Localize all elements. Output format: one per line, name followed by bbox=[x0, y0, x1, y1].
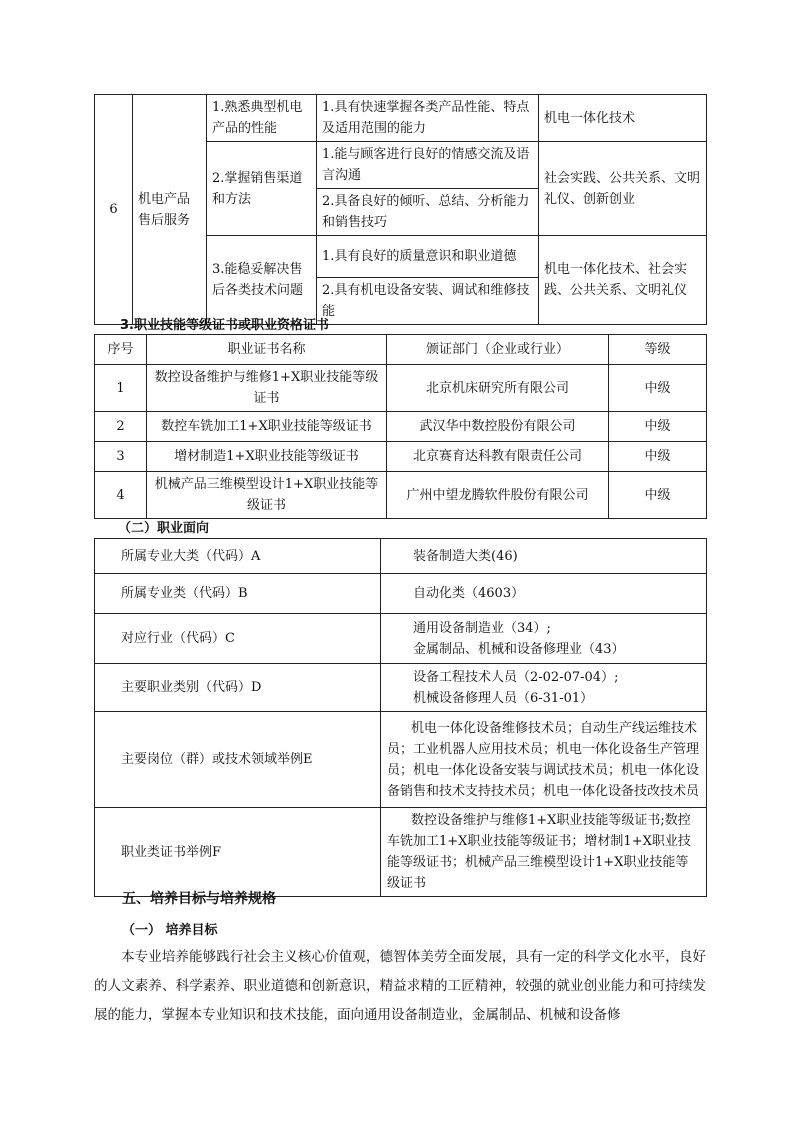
table-row bbox=[95, 614, 707, 664]
table-row bbox=[95, 412, 707, 442]
career-value bbox=[381, 664, 707, 712]
table-header: 等级 bbox=[609, 335, 707, 365]
cert-level: 中级 bbox=[609, 412, 707, 442]
career-value bbox=[381, 614, 707, 664]
task-table bbox=[94, 94, 707, 325]
cert-number: 3 bbox=[95, 442, 147, 472]
cert-number: 4 bbox=[95, 472, 147, 519]
course-cell: 社会实践、公共关系、文明礼仪、创新创业 bbox=[539, 142, 707, 236]
row-number: 6 bbox=[95, 95, 133, 325]
career-label: 所属专业大类（代码）A bbox=[95, 539, 381, 574]
cert-name: 增材制造1+X职业技能等级证书 bbox=[147, 442, 387, 472]
task-name: 机电产品售后服务 bbox=[133, 95, 207, 325]
subsection-title: （一） 培养目标 bbox=[122, 923, 218, 938]
cert-issuer: 北京机床研究所有限公司 bbox=[387, 365, 609, 412]
career-value-line: 通用设备制造业（34）; bbox=[413, 620, 551, 636]
table-header: 颁证部门（企业或行业） bbox=[387, 335, 609, 365]
table-row bbox=[95, 365, 707, 412]
body-paragraph bbox=[94, 943, 706, 1030]
table-row bbox=[95, 539, 707, 574]
career-value: 自动化类（4603） bbox=[381, 574, 707, 614]
table-row bbox=[95, 664, 707, 712]
certificate-table bbox=[94, 334, 707, 519]
cert-name: 数控车铣加工1+X职业技能等级证书 bbox=[147, 412, 387, 442]
cert-name: 机械产品三维模型设计1+X职业技能等级证书 bbox=[147, 472, 387, 519]
table-header: 职业证书名称 bbox=[147, 335, 387, 365]
table-row bbox=[95, 574, 707, 614]
table-row bbox=[95, 442, 707, 472]
career-value: 数控设备维护与维修1+X职业技能等级证书;数控车铣加工1+X职业技能等级证书；增材制1+X职业技能等级证书；机械产品三维模型设计1+X职业技能等级证书 bbox=[381, 808, 707, 897]
cert-issuer: 武汉华中数控股份有限公司 bbox=[387, 412, 609, 442]
career-label: 职业类证书举例F bbox=[95, 808, 381, 897]
section-title: 五、培养目标与培养规格 bbox=[122, 891, 276, 907]
table-row bbox=[95, 712, 707, 808]
ability-cell: 2.具有机电设备安装、调试和维修技能 bbox=[317, 278, 539, 325]
career-value-line: 金属制品、机械和设备修理业（43） bbox=[413, 641, 625, 657]
career-label: 所属专业类（代码）B bbox=[95, 574, 381, 614]
career-value: 装备制造大类(46) bbox=[381, 539, 707, 574]
cert-issuer: 北京赛育达科教有限责任公司 bbox=[387, 442, 609, 472]
career-value-line: 机械设备修理人员（6-31-01） bbox=[413, 690, 594, 706]
table-row bbox=[95, 472, 707, 519]
cert-number: 2 bbox=[95, 412, 147, 442]
course-cell: 机电一体化技术、社会实践、公共关系、文明礼仪 bbox=[539, 236, 707, 325]
cert-issuer: 广州中望龙腾软件股份有限公司 bbox=[387, 472, 609, 519]
cert-level: 中级 bbox=[609, 472, 707, 519]
cert-level: 中级 bbox=[609, 442, 707, 472]
career-label: 对应行业（代码）C bbox=[95, 614, 381, 664]
cert-name: 数控设备维护与维修1+X职业技能等级证书 bbox=[147, 365, 387, 412]
career-table bbox=[94, 538, 707, 897]
ability-cell: 1.具有良好的质量意识和职业道德 bbox=[317, 236, 539, 278]
cert-level: 中级 bbox=[609, 365, 707, 412]
cert-heading: 3.职业技能等级证书或职业资格证书 bbox=[120, 318, 329, 333]
career-label: 主要岗位（群）或技术领域举例E bbox=[95, 712, 381, 808]
skill-cell: 3.能稳妥解决售后各类技术问题 bbox=[207, 236, 317, 325]
career-value-line: 设备工程技术人员（2-02-07-04）; bbox=[413, 669, 619, 685]
career-value: 机电一体化设备维修技术员；自动生产线运维技术员；工业机器人应用技术员；机电一体化设备生产管理员；机电一体化设备安装与调试技术员；机电一体化设备销售和技术支持技术员；机电一体化设备技改技术员 bbox=[381, 712, 707, 808]
paragraph-text: 本专业培养能够践行社会主义核心价值观，德智体美劳全面发展，具有一定的科学文化水平，良好的人文素养、科学素养、职业道德和创新意识，精益求精的工匠精神，较强的就业创业能力和可持续发展的能力，掌握本专业知识和技术技能，面向通用设备制造业，金属制品、机械和设备修 bbox=[94, 949, 706, 1023]
skill-cell: 2.掌握销售渠道和方法 bbox=[207, 142, 317, 236]
career-label: 主要职业类别（代码）D bbox=[95, 664, 381, 712]
cert-number: 1 bbox=[95, 365, 147, 412]
ability-cell: 2.具备良好的倾听、总结、分析能力和销售技巧 bbox=[317, 189, 539, 236]
career-heading: （二）职业面向 bbox=[118, 521, 210, 536]
ability-cell: 1.能与顾客进行良好的情感交流及语言沟通 bbox=[317, 142, 539, 189]
skill-cell: 1.熟悉典型机电产品的性能 bbox=[207, 95, 317, 142]
table-row bbox=[95, 808, 707, 897]
table-header: 序号 bbox=[95, 335, 147, 365]
ability-cell: 1.具有快速掌握各类产品性能、特点及适用范围的能力 bbox=[317, 95, 539, 142]
course-cell: 机电一体化技术 bbox=[539, 95, 707, 142]
